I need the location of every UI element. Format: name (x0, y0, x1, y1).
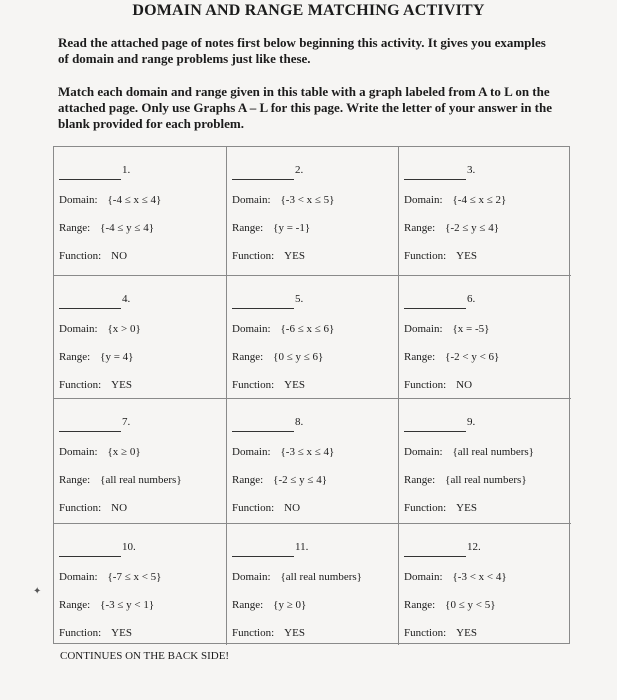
answer-blank[interactable] (232, 418, 294, 432)
domain-value: {all real numbers} (452, 446, 534, 458)
domain-label: Domain: (404, 323, 443, 335)
function-line (232, 379, 305, 391)
range-line (59, 222, 154, 234)
range-value: {-2 ≤ y ≤ 4} (273, 474, 327, 486)
range-label: Range: (232, 222, 264, 234)
range-value: {y ≥ 0} (273, 599, 307, 611)
range-line (59, 599, 154, 611)
answer-blank[interactable] (232, 543, 294, 557)
range-line (59, 351, 133, 363)
range-line (232, 222, 310, 234)
function-line (404, 250, 477, 262)
domain-value: {-6 ≤ x ≤ 6} (280, 323, 335, 335)
problem-cell (399, 147, 571, 276)
instructions-paragraph: Match each domain and range given in this table with a graph labeled from A to L on the attached page. Only use Graphs A – L for this page. Write the letter of your answer in the blank provided for each problem. (58, 84, 553, 131)
range-label: Range: (232, 474, 264, 486)
domain-line (59, 571, 161, 583)
problem-number: 7. (122, 416, 131, 428)
domain-line (404, 194, 506, 206)
function-value: NO (111, 502, 128, 514)
range-label: Range: (59, 222, 91, 234)
domain-line (59, 323, 141, 335)
problem-cell (399, 399, 571, 524)
answer-blank[interactable] (232, 166, 294, 180)
function-label: Function: (59, 250, 102, 262)
function-line (404, 379, 472, 391)
function-label: Function: (232, 379, 275, 391)
domain-value: {x ≥ 0} (107, 446, 141, 458)
intro-paragraph: Read the attached page of notes first below beginning this activity. It gives you examples of domain and range problems just like these. (58, 35, 546, 66)
domain-value: {all real numbers} (280, 571, 362, 583)
range-value: {0 ≤ y < 5} (445, 599, 496, 611)
function-value: YES (456, 250, 477, 262)
range-value: {0 ≤ y ≤ 6} (273, 351, 324, 363)
range-value: {-2 < y < 6} (445, 351, 500, 363)
function-line (232, 502, 300, 514)
range-value: {all real numbers} (100, 474, 182, 486)
range-line (404, 474, 527, 486)
function-line (404, 502, 477, 514)
answer-blank[interactable] (404, 418, 466, 432)
problem-table (53, 146, 570, 644)
domain-line (232, 194, 334, 206)
range-label: Range: (232, 351, 264, 363)
function-label: Function: (59, 502, 102, 514)
function-value: YES (284, 379, 305, 391)
domain-value: {-3 < x ≤ 5} (280, 194, 335, 206)
range-label: Range: (59, 351, 91, 363)
domain-label: Domain: (232, 194, 271, 206)
problem-cell (399, 276, 571, 399)
problem-cell (54, 276, 227, 399)
domain-label: Domain: (404, 571, 443, 583)
function-line (59, 502, 127, 514)
problem-number: 11. (295, 541, 309, 553)
range-label: Range: (404, 599, 436, 611)
range-value: {-2 ≤ y ≤ 4} (445, 222, 499, 234)
range-label: Range: (59, 474, 91, 486)
function-label: Function: (404, 379, 447, 391)
page-title: DOMAIN AND RANGE MATCHING ACTIVITY (132, 2, 485, 19)
answer-blank[interactable] (59, 295, 121, 309)
range-line (232, 599, 306, 611)
function-label: Function: (232, 250, 275, 262)
range-value: {y = 4} (100, 351, 134, 363)
domain-value: {-3 ≤ x ≤ 4} (280, 446, 335, 458)
answer-blank[interactable] (404, 295, 466, 309)
domain-line (404, 571, 507, 583)
range-label: Range: (404, 351, 436, 363)
function-line (59, 627, 132, 639)
function-label: Function: (232, 502, 275, 514)
problem-number: 10. (122, 541, 136, 553)
range-line (404, 351, 499, 363)
answer-blank[interactable] (59, 418, 121, 432)
domain-line (59, 446, 141, 458)
cursor-marker-icon: ✦ (33, 586, 42, 597)
problem-cell (399, 524, 571, 645)
domain-line (232, 323, 334, 335)
range-value: {-4 ≤ y ≤ 4} (100, 222, 154, 234)
problem-number: 12. (467, 541, 481, 553)
domain-label: Domain: (59, 571, 98, 583)
domain-value: {-3 < x < 4} (452, 571, 507, 583)
domain-label: Domain: (59, 323, 98, 335)
function-value: YES (456, 502, 477, 514)
function-line (404, 627, 477, 639)
problem-number: 8. (295, 416, 304, 428)
domain-value: {-7 ≤ x < 5} (107, 571, 162, 583)
problem-number: 5. (295, 293, 304, 305)
domain-value: {x > 0} (107, 323, 141, 335)
range-line (404, 599, 495, 611)
range-line (404, 222, 499, 234)
function-value: YES (284, 250, 305, 262)
range-line (59, 474, 182, 486)
domain-line (404, 446, 534, 458)
range-label: Range: (232, 599, 264, 611)
problem-cell (227, 524, 399, 645)
domain-value: {-4 ≤ x ≤ 4} (107, 194, 162, 206)
range-label: Range: (404, 222, 436, 234)
range-label: Range: (59, 599, 91, 611)
range-label: Range: (404, 474, 436, 486)
footer-note: CONTINUES ON THE BACK SIDE! (60, 650, 230, 662)
function-value: NO (111, 250, 128, 262)
problem-number: 1. (122, 164, 131, 176)
problem-number: 3. (467, 164, 476, 176)
domain-label: Domain: (404, 194, 443, 206)
function-value: YES (456, 627, 477, 639)
function-label: Function: (404, 627, 447, 639)
range-line (232, 474, 327, 486)
function-value: YES (284, 627, 305, 639)
domain-label: Domain: (232, 446, 271, 458)
range-value: {all real numbers} (445, 474, 527, 486)
domain-label: Domain: (232, 323, 271, 335)
domain-label: Domain: (232, 571, 271, 583)
problem-number: 6. (467, 293, 476, 305)
domain-value: {x = -5} (452, 323, 490, 335)
domain-line (59, 194, 161, 206)
problem-cell (227, 276, 399, 399)
function-value: NO (284, 502, 301, 514)
problem-cell (54, 524, 227, 645)
problem-number: 4. (122, 293, 131, 305)
function-label: Function: (404, 250, 447, 262)
answer-blank[interactable] (59, 166, 121, 180)
domain-line (232, 446, 334, 458)
function-value: YES (111, 379, 132, 391)
range-value: {y = -1} (273, 222, 311, 234)
function-label: Function: (232, 627, 275, 639)
problem-cell (54, 399, 227, 524)
range-line (232, 351, 323, 363)
function-line (59, 250, 127, 262)
function-line (59, 379, 132, 391)
function-line (232, 627, 305, 639)
domain-label: Domain: (404, 446, 443, 458)
answer-blank[interactable] (404, 166, 466, 180)
domain-value: {-4 ≤ x ≤ 2} (452, 194, 507, 206)
domain-label: Domain: (59, 446, 98, 458)
problem-cell (227, 399, 399, 524)
function-value: YES (111, 627, 132, 639)
function-value: NO (456, 379, 473, 391)
range-value: {-3 ≤ y < 1} (100, 599, 155, 611)
answer-blank[interactable] (59, 543, 121, 557)
problem-number: 9. (467, 416, 476, 428)
function-label: Function: (404, 502, 447, 514)
function-label: Function: (59, 627, 102, 639)
function-label: Function: (59, 379, 102, 391)
answer-blank[interactable] (404, 543, 466, 557)
problem-cell (227, 147, 399, 276)
domain-line (404, 323, 489, 335)
answer-blank[interactable] (232, 295, 294, 309)
domain-label: Domain: (59, 194, 98, 206)
problem-number: 2. (295, 164, 304, 176)
problem-cell (54, 147, 227, 276)
function-line (232, 250, 305, 262)
domain-line (232, 571, 362, 583)
